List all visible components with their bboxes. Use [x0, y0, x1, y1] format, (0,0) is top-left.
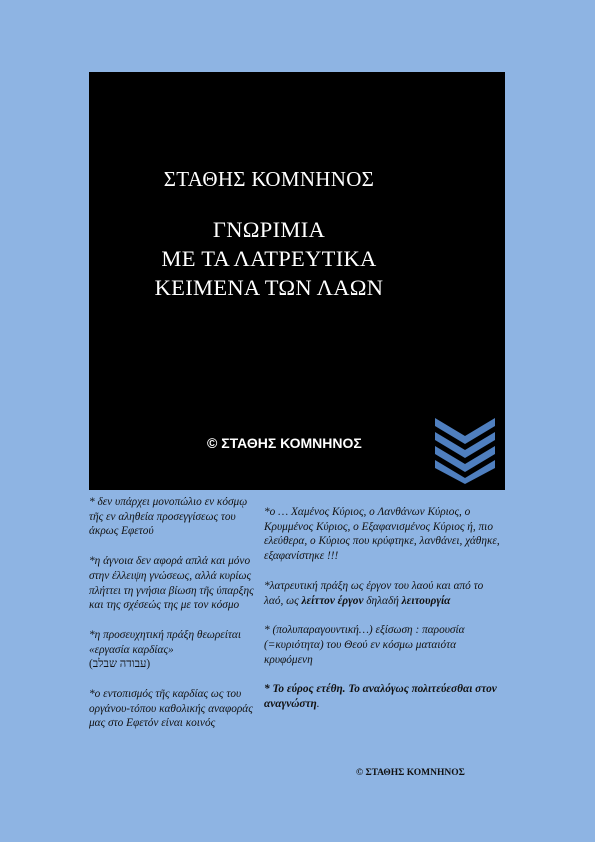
note-paragraph: * δεν υπάρχει μονοπώλιο εν κόσμῳ τῆς εν αληθεία προσεγγίσεως του άκρως Εφετού: [89, 496, 248, 538]
note-paragraph: * (πολυπαραγουντική…) εξίσωση : παρουσία (=κυριότητα) του Θεού εν κόσμω ματαιότα κρυφόμενη: [264, 624, 465, 666]
note-paragraph: [264, 682, 500, 711]
cover-title-line: ΚΕΙΜΕΝΑ ΤΩΝ ΛΑΩΝ: [154, 275, 384, 300]
cover-title-line: ΜΕ ΤΑ ΛΑΤΡΕΥΤΙΚΑ: [161, 246, 377, 271]
footer-copyright: © ΣΤΑΘΗΣ ΚΟΜΝΗΝΟΣ: [356, 768, 465, 778]
note-paragraph: [264, 579, 500, 608]
note-paragraph: *ο εντοπισμός τῆς καρδίας ως του οργάνου-τόπου καθολικής αναφοράς μας στο Εφετόν είναι κοινός: [89, 688, 253, 730]
hebrew-phrase: (עבודה שבלב): [89, 658, 151, 671]
cover-title: [89, 215, 449, 302]
cover-title-line: ΓΝΩΡΙΜΙΑ: [212, 217, 326, 242]
cover-author: ΣΤΑΘΗΣ ΚΟΜΝΗΝΟΣ: [163, 167, 375, 191]
note-text: *η προσευχητική πράξη θεωρείται «εργασία καρδίας»: [89, 628, 242, 656]
book-cover: [89, 72, 505, 490]
note-text: .: [316, 698, 320, 711]
note-text: *λατρευτική πράξη ως έργον του λαού και από το λαό, ως: [264, 579, 484, 607]
note-paragraph: [89, 628, 261, 672]
note-paragraph: *ο … Χαμένος Κύριος, ο Λανθάνων Κύριος, ο Κρυμμένος Κύριος, ο Εξαφανισμένος Κύριος ή, πιο ελεύθερα, ο Κύριος που κρύφτηκε, λανθάνει, χάθηκε, εξαφανίστηκε !!!: [264, 506, 500, 563]
note-text: δηλαδή: [363, 594, 402, 607]
left-column: [89, 495, 261, 746]
note-paragraph: *η άγνοια δεν αφορά απλά και μόνο στην έλλειψη γνώσεως, αλλά κυρίως πλήττει τη γνήσια βίωση τῆς ύπαρξης και της σχέσεώς της με τον κόσμο: [89, 555, 254, 612]
chevron-stripes-icon: [435, 418, 495, 484]
emphasis-text: λείττον έργον: [301, 594, 364, 607]
emphasis-text: Το εύρος ετέθη. Το αναλόγως πολιτεύεσθαι στον αναγνώστη: [264, 683, 497, 711]
note-text: *: [264, 683, 273, 696]
emphasis-text: λειτουργία: [401, 594, 451, 607]
cover-copyright: © ΣΤΑΘΗΣ ΚΟΜΝΗΝΟΣ: [207, 435, 362, 451]
right-column: [264, 505, 500, 727]
